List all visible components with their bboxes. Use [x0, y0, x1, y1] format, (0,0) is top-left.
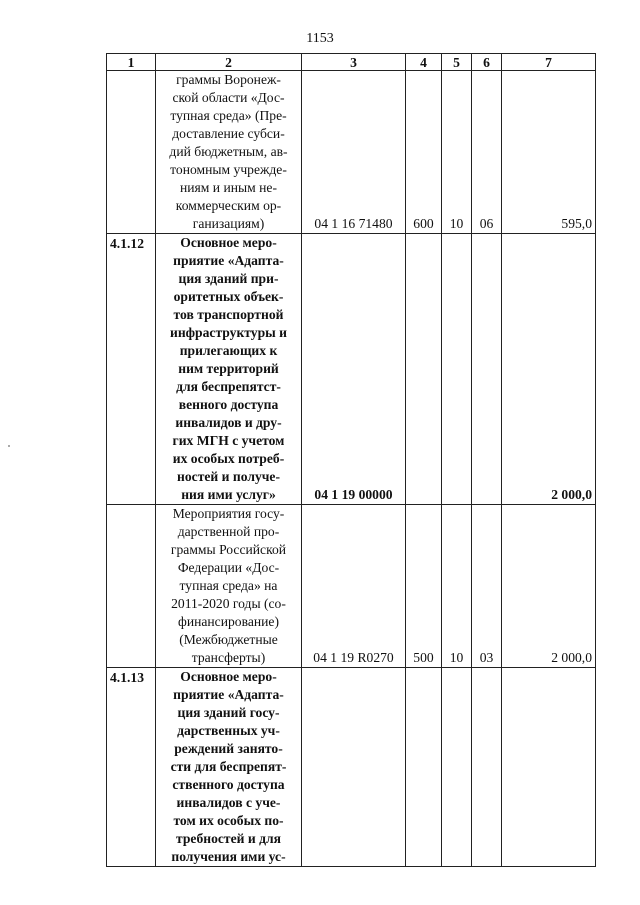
- column-header-3: 3: [302, 54, 406, 71]
- description-line: граммы Воронеж-: [176, 72, 281, 87]
- table-row: [107, 71, 596, 234]
- row-description: [156, 668, 302, 867]
- description-line: ганизациям): [192, 216, 265, 231]
- description-line: реждений занято-: [174, 741, 283, 756]
- description-line: граммы Российской: [170, 542, 287, 557]
- column-header-6: 6: [472, 54, 502, 71]
- description-line: инфраструктуры и: [169, 325, 287, 340]
- description-line: тупная среда» (Пре-: [170, 108, 287, 123]
- description-line: том их особых по-: [173, 813, 284, 828]
- table-row: [107, 505, 596, 668]
- description-line: гих МГН с учетом: [172, 433, 285, 448]
- description-line: дарственных уч-: [177, 723, 280, 738]
- description-line: ской области «Дос-: [172, 90, 285, 105]
- description-line: ция зданий при-: [178, 271, 279, 286]
- description-line: тов транспортной: [173, 307, 284, 322]
- description-line: получения ими ус-: [171, 849, 286, 864]
- description-line: ния ими услуг»: [181, 487, 276, 502]
- description-line: коммерческим ор-: [175, 198, 282, 213]
- description-line: финансирование): [178, 614, 279, 629]
- table-row: [107, 668, 596, 867]
- description-line: сти для беспрепят-: [170, 759, 287, 774]
- table-row: [107, 234, 596, 505]
- budget-table: [106, 53, 596, 867]
- description-line: их особых потреб-: [172, 451, 285, 466]
- row-amount: 595,0: [502, 71, 596, 234]
- description-line: дий бюджетным, ав-: [169, 144, 288, 159]
- row-code: [302, 668, 406, 867]
- description-line: приятие «Адапта-: [173, 687, 284, 702]
- row-col4: 500: [406, 505, 442, 668]
- column-header-2: 2: [156, 54, 302, 71]
- row-amount: 2 000,0: [502, 234, 596, 505]
- description-line: ственного доступа: [172, 777, 285, 792]
- row-col6: [472, 234, 502, 505]
- description-line: Основное меро-: [180, 235, 277, 250]
- row-code: 04 1 16 71480: [302, 71, 406, 234]
- description-line: (Межбюджетные: [179, 632, 278, 647]
- row-col5: [442, 668, 472, 867]
- row-amount: 2 000,0: [502, 505, 596, 668]
- row-col6: 03: [472, 505, 502, 668]
- description-line: Основное меро-: [180, 669, 277, 684]
- column-header-5: 5: [442, 54, 472, 71]
- description-line: прилегающих к: [179, 343, 278, 358]
- description-line: оритетных объек-: [173, 289, 284, 304]
- row-description: [156, 71, 302, 234]
- description-line: инвалидов и дру-: [175, 415, 282, 430]
- description-line: ностей и получе-: [177, 469, 280, 484]
- row-description: [156, 505, 302, 668]
- description-line: доставление субси-: [172, 126, 285, 141]
- row-id: [107, 505, 156, 668]
- row-id: 4.1.13: [107, 668, 156, 867]
- description-line: трансферты): [191, 650, 266, 665]
- row-col6: 06: [472, 71, 502, 234]
- page-number: 1153: [306, 31, 334, 46]
- description-line: приятие «Адапта-: [173, 253, 284, 268]
- row-id: [107, 71, 156, 234]
- row-col4: 600: [406, 71, 442, 234]
- row-col4: [406, 668, 442, 867]
- column-header-4: 4: [406, 54, 442, 71]
- description-line: для беспрепятст-: [176, 379, 281, 394]
- scan-speck: [8, 445, 10, 447]
- row-description: [156, 234, 302, 505]
- row-col5: 10: [442, 71, 472, 234]
- column-header-1: 1: [107, 54, 156, 71]
- row-col5: [442, 234, 472, 505]
- row-col6: [472, 668, 502, 867]
- description-line: ция зданий госу-: [177, 705, 280, 720]
- row-amount: [502, 668, 596, 867]
- description-line: тупная среда» на: [179, 578, 278, 593]
- row-col4: [406, 234, 442, 505]
- description-line: венного доступа: [178, 397, 279, 412]
- description-line: 2011-2020 годы (со-: [171, 596, 286, 611]
- row-code: 04 1 19 R0270: [302, 505, 406, 668]
- description-line: дарственной про-: [177, 524, 280, 539]
- description-line: ним территорий: [178, 361, 279, 376]
- description-line: ниям и иным не-: [180, 180, 277, 195]
- row-id: 4.1.12: [107, 234, 156, 505]
- row-code: 04 1 19 00000: [302, 234, 406, 505]
- description-line: Мероприятия госу-: [172, 506, 285, 521]
- description-line: тономным учрежде-: [170, 162, 287, 177]
- description-line: Федерации «Дос-: [177, 560, 280, 575]
- description-line: требностей и для: [176, 831, 281, 846]
- header-row: [107, 54, 596, 71]
- row-col5: 10: [442, 505, 472, 668]
- description-line: инвалидов с уче-: [176, 795, 281, 810]
- column-header-7: 7: [502, 54, 596, 71]
